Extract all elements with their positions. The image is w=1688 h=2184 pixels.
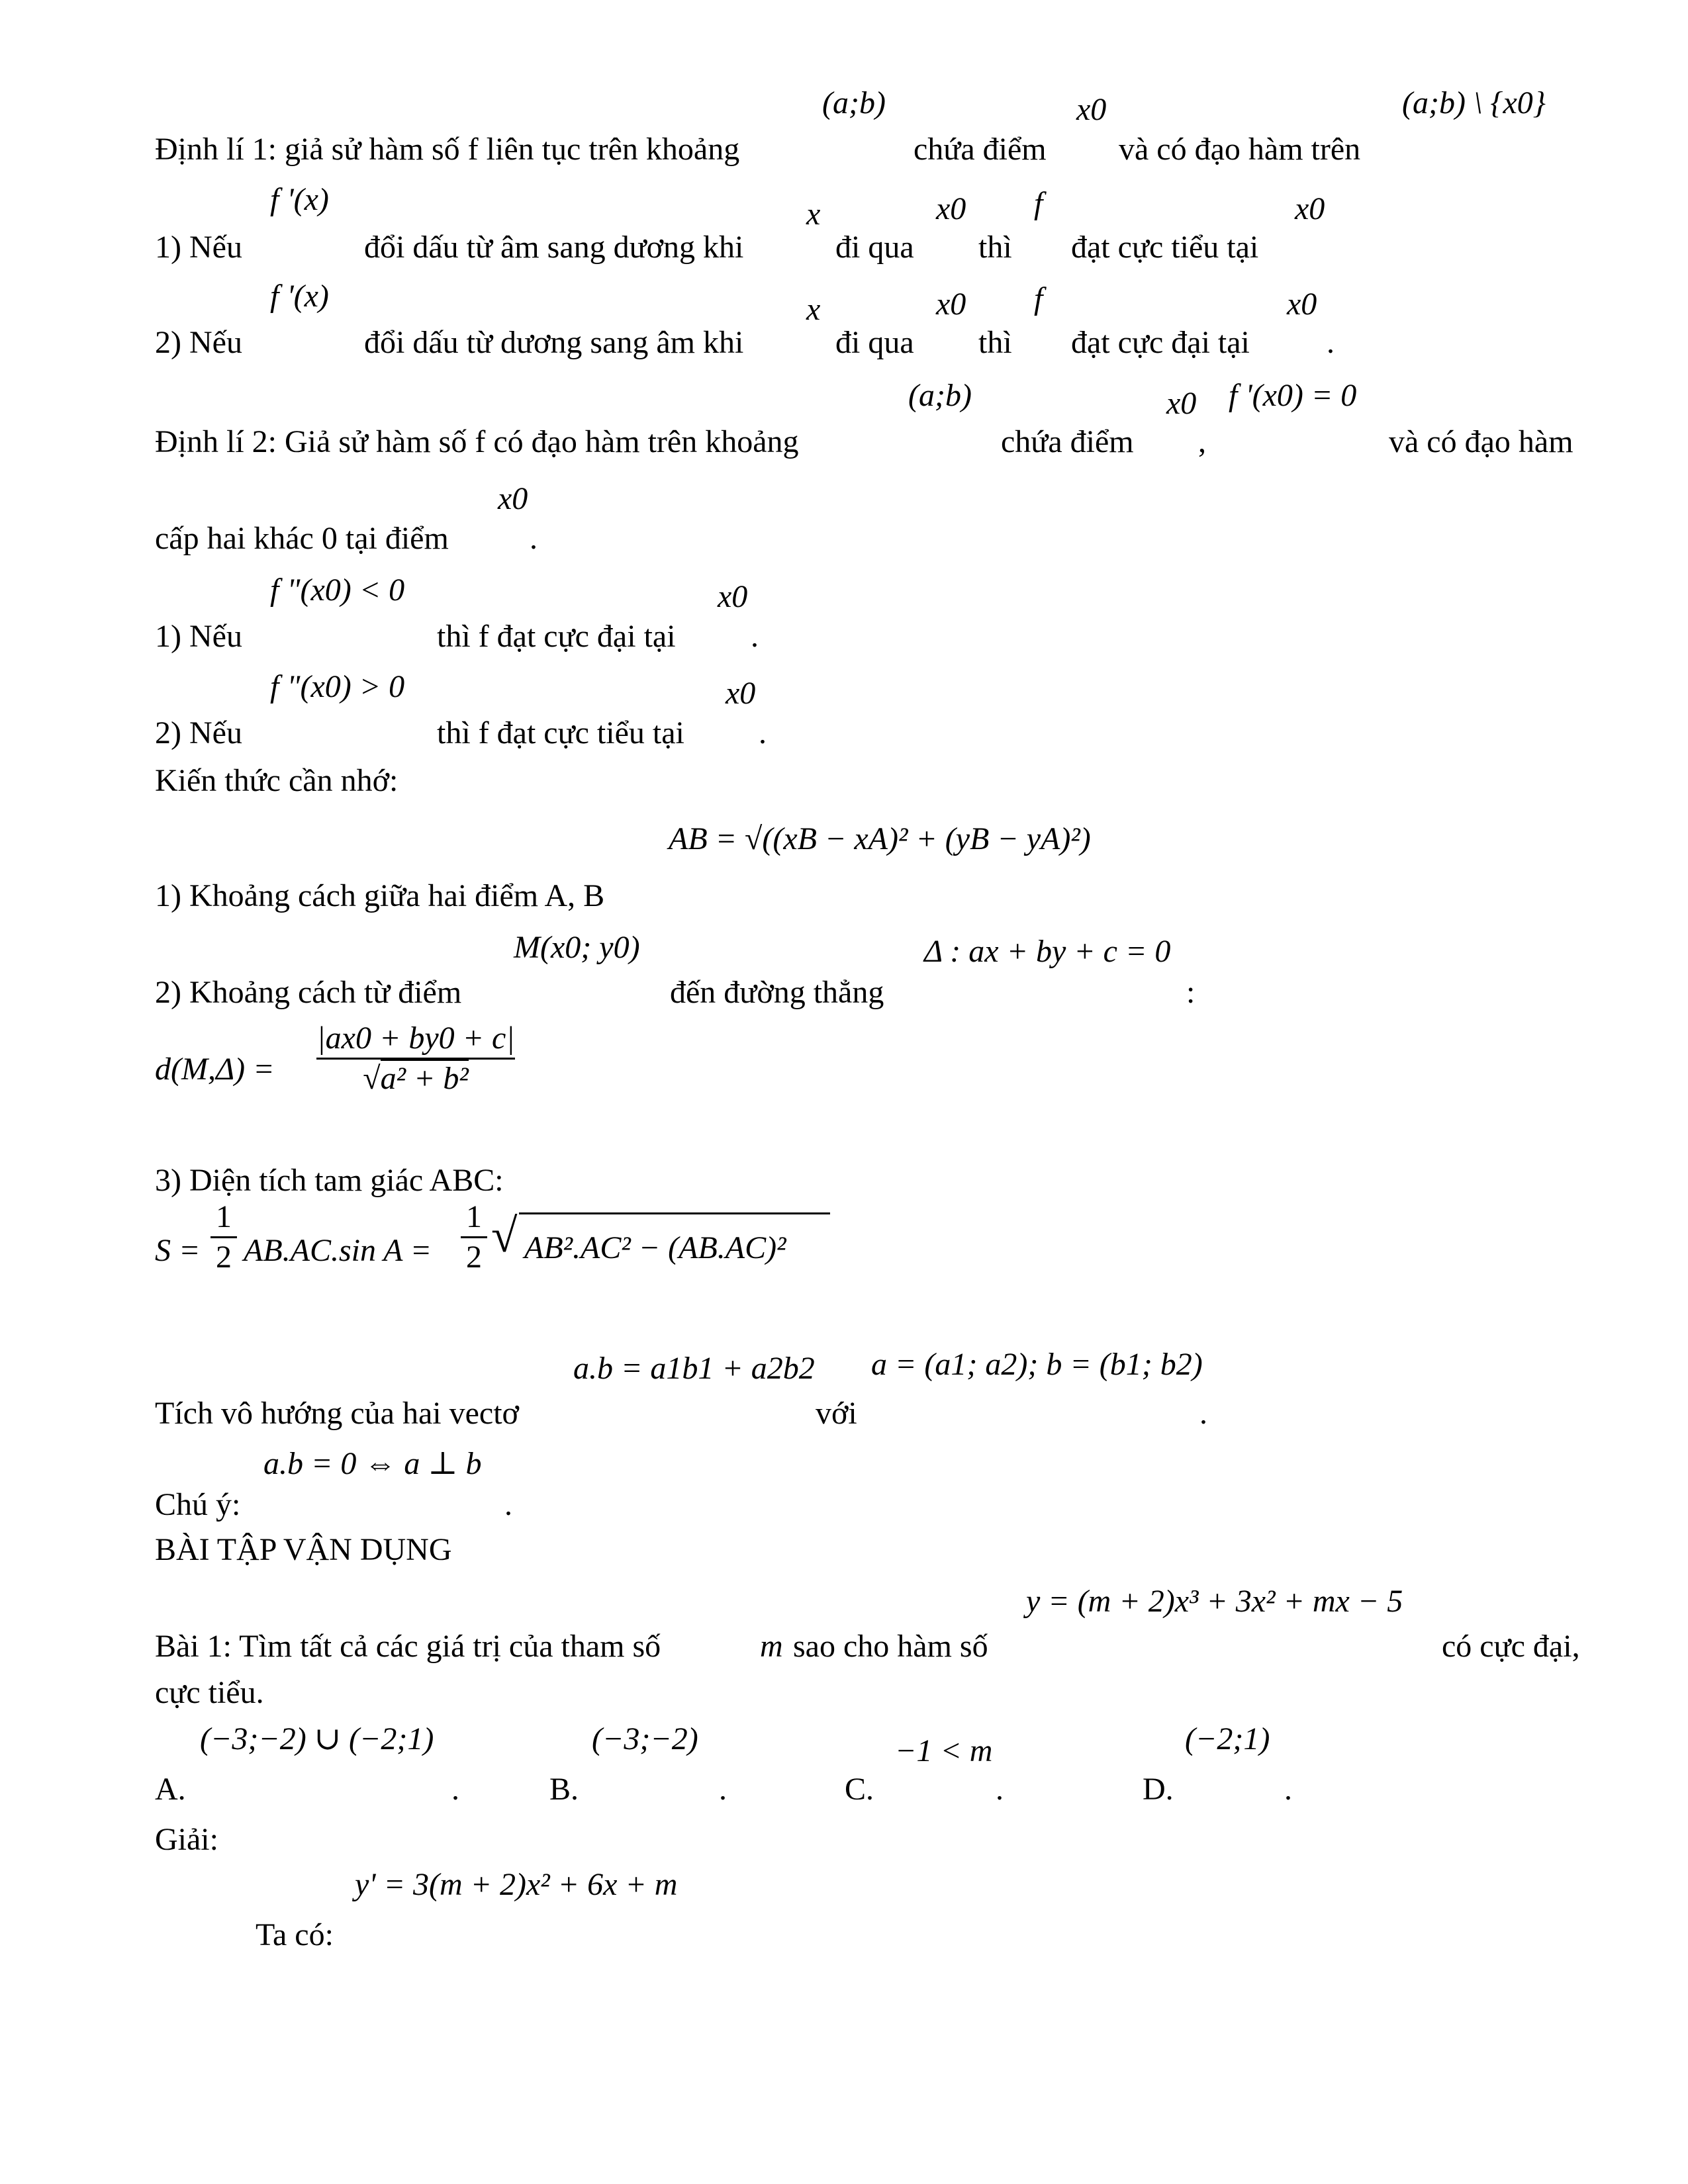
- theorem2-item2-end: .: [759, 715, 767, 751]
- fraction-numerator: 1: [216, 1199, 232, 1234]
- area-lhs: S =: [155, 1233, 201, 1268]
- bai1-m: m: [760, 1629, 783, 1664]
- distance-lhs: d(M,Δ) =: [155, 1052, 275, 1087]
- solution-label: Giải:: [155, 1822, 218, 1857]
- math-point: M(x0; y0): [514, 930, 640, 965]
- option-c-end: .: [996, 1772, 1004, 1807]
- bai1-line2: cực tiểu.: [155, 1675, 264, 1710]
- math-fprime: f '(x): [270, 182, 329, 217]
- math-x0: x0: [936, 191, 966, 226]
- theorem2-item2-text: thì f đạt cực tiểu tại: [437, 715, 684, 751]
- math-x0: x0: [1166, 386, 1197, 421]
- math-condition: f "(x0) < 0: [270, 572, 405, 608]
- theorem2-comma: ,: [1198, 424, 1206, 459]
- option-a-end: .: [451, 1772, 459, 1807]
- math-x: x: [806, 197, 821, 232]
- one-half-fraction: [211, 1198, 237, 1277]
- theorem2-item1-prefix: 1) Nếu: [155, 619, 242, 654]
- theorem1-contains: chứa điểm: [914, 132, 1047, 167]
- dot-product-end: .: [1199, 1396, 1207, 1431]
- theorem2-item1-end: .: [751, 619, 759, 654]
- theorem2-line2: cấp hai khác 0 tại điểm: [155, 521, 449, 556]
- theorem1-item2-then: thì: [978, 325, 1012, 360]
- vectors-definition: a = (a1; a2); b = (b1; b2): [871, 1347, 1203, 1382]
- one-half-fraction: [461, 1198, 487, 1277]
- math-condition: f "(x0) > 0: [270, 669, 405, 704]
- theorem1-item2-prefix: 2) Nếu: [155, 325, 242, 360]
- theorem1-item1-prefix: 1) Nếu: [155, 230, 242, 265]
- theorem1-item1-text: đổi dấu từ âm sang dương khi: [364, 230, 744, 265]
- knowledge-item1: 1) Khoảng cách giữa hai điểm A, B: [155, 878, 605, 913]
- math-x0: x0: [936, 287, 966, 322]
- math-x0: x0: [1287, 287, 1317, 322]
- radical-overline: [519, 1212, 830, 1214]
- theorem2-has-derivative: và có đạo hàm: [1389, 424, 1573, 459]
- theorem1-item1-result: đạt cực tiểu tại: [1071, 230, 1259, 265]
- theorem2-line2-end: .: [530, 521, 538, 556]
- theorem1-item1-passes: đi qua: [835, 230, 914, 265]
- math-x0: x0: [1076, 92, 1107, 127]
- perpendicular-formula: a.b = 0 ⇔ a ⊥ b: [263, 1446, 482, 1481]
- option-b-end: .: [719, 1772, 727, 1807]
- theorem1-item2-end: .: [1327, 325, 1335, 360]
- exercise-function: y = (m + 2)x³ + 3x² + mx − 5: [1026, 1584, 1403, 1619]
- area-mid: AB.AC.sin A =: [244, 1233, 432, 1268]
- math-f: f: [1034, 281, 1043, 316]
- knowledge-item3: 3) Diện tích tam giác ABC:: [155, 1163, 504, 1198]
- dot-product-formula: a.b = a1b1 + a2b2: [573, 1351, 815, 1386]
- math-x0: x0: [718, 579, 748, 614]
- derivative-formula: y' = 3(m + 2)x² + 6x + m: [355, 1867, 678, 1902]
- math-domain: (a;b) \ {x0}: [1402, 85, 1546, 120]
- bai1-end: có cực đại,: [1442, 1629, 1580, 1664]
- bai1-text: Bài 1: Tìm tất cả các giá trị của tham số: [155, 1629, 661, 1664]
- area-sqrt: [491, 1203, 835, 1269]
- option-b-math: (−3;−2): [592, 1721, 698, 1756]
- math-x0: x0: [498, 481, 528, 516]
- distance-denominator-radicand: a² + b²: [381, 1059, 469, 1096]
- math-condition: f '(x0) = 0: [1229, 378, 1357, 413]
- theorem1-line: Định lí 1: giả sử hàm số f liên tục trên khoảng: [155, 132, 740, 167]
- math-interval: (a;b): [908, 378, 972, 413]
- theorem1-has-derivative: và có đạo hàm trên: [1119, 132, 1361, 167]
- knowledge-heading: Kiến thức cần nhớ:: [155, 763, 399, 798]
- distance-numerator: |ax0 + by0 + c|: [316, 1021, 515, 1056]
- fraction-denominator: 2: [466, 1240, 482, 1275]
- distance-denominator: √a² + b²: [316, 1060, 515, 1098]
- area-radicand: AB².AC² − (AB.AC)²: [524, 1230, 786, 1265]
- knowledge-item2-end: :: [1186, 975, 1196, 1010]
- option-d-end: .: [1284, 1772, 1292, 1807]
- math-x: x: [806, 292, 821, 327]
- note-label: Chú ý:: [155, 1487, 241, 1522]
- option-c-math: −1 < m: [895, 1733, 993, 1768]
- dot-product-with: với: [816, 1396, 857, 1431]
- exercises-heading: BÀI TẬP VẬN DỤNG: [155, 1532, 452, 1567]
- theorem2-contains: chứa điểm: [1001, 424, 1134, 459]
- radical-sign: √: [491, 1209, 518, 1262]
- note-end: .: [504, 1487, 512, 1522]
- option-d-math: (−2;1): [1185, 1721, 1270, 1756]
- math-x0: x0: [1295, 191, 1325, 226]
- option-b-label[interactable]: B.: [549, 1772, 579, 1807]
- distance-fraction: [316, 1019, 515, 1098]
- theorem2-item1-text: thì f đạt cực đại tại: [437, 619, 676, 654]
- bai1-mid: sao cho hàm số: [793, 1629, 988, 1664]
- option-d-label[interactable]: D.: [1143, 1772, 1174, 1807]
- theorem2-line: Định lí 2: Giả sử hàm số f có đạo hàm trên khoảng: [155, 424, 799, 459]
- fraction-denominator: 2: [216, 1240, 232, 1275]
- theorem1-item2-result: đạt cực đại tại: [1071, 325, 1250, 360]
- we-have-label: Ta có:: [256, 1917, 334, 1952]
- knowledge-item2-prefix: 2) Khoảng cách từ điểm: [155, 975, 462, 1010]
- math-fprime: f '(x): [270, 279, 329, 314]
- option-c-label[interactable]: C.: [845, 1772, 874, 1807]
- theorem1-item1-then: thì: [978, 230, 1012, 265]
- option-a-math: (−3;−2) ∪ (−2;1): [200, 1721, 434, 1756]
- theorem2-item2-prefix: 2) Nếu: [155, 715, 242, 751]
- fraction-numerator: 1: [466, 1199, 482, 1234]
- option-a-label[interactable]: A.: [155, 1772, 186, 1807]
- math-f: f: [1034, 186, 1043, 221]
- math-line: Δ : ax + by + c = 0: [924, 934, 1171, 969]
- theorem1-item2-text: đổi dấu từ dương sang âm khi: [364, 325, 744, 360]
- knowledge-item2-mid: đến đường thẳng: [670, 975, 884, 1010]
- math-x0: x0: [726, 676, 756, 711]
- math-interval: (a;b): [822, 85, 886, 120]
- theorem1-item2-passes: đi qua: [835, 325, 914, 360]
- dot-product-text: Tích vô hướng của hai vectơ: [155, 1396, 519, 1431]
- distance-formula: AB = √((xB − xA)² + (yB − yA)²): [669, 821, 1091, 856]
